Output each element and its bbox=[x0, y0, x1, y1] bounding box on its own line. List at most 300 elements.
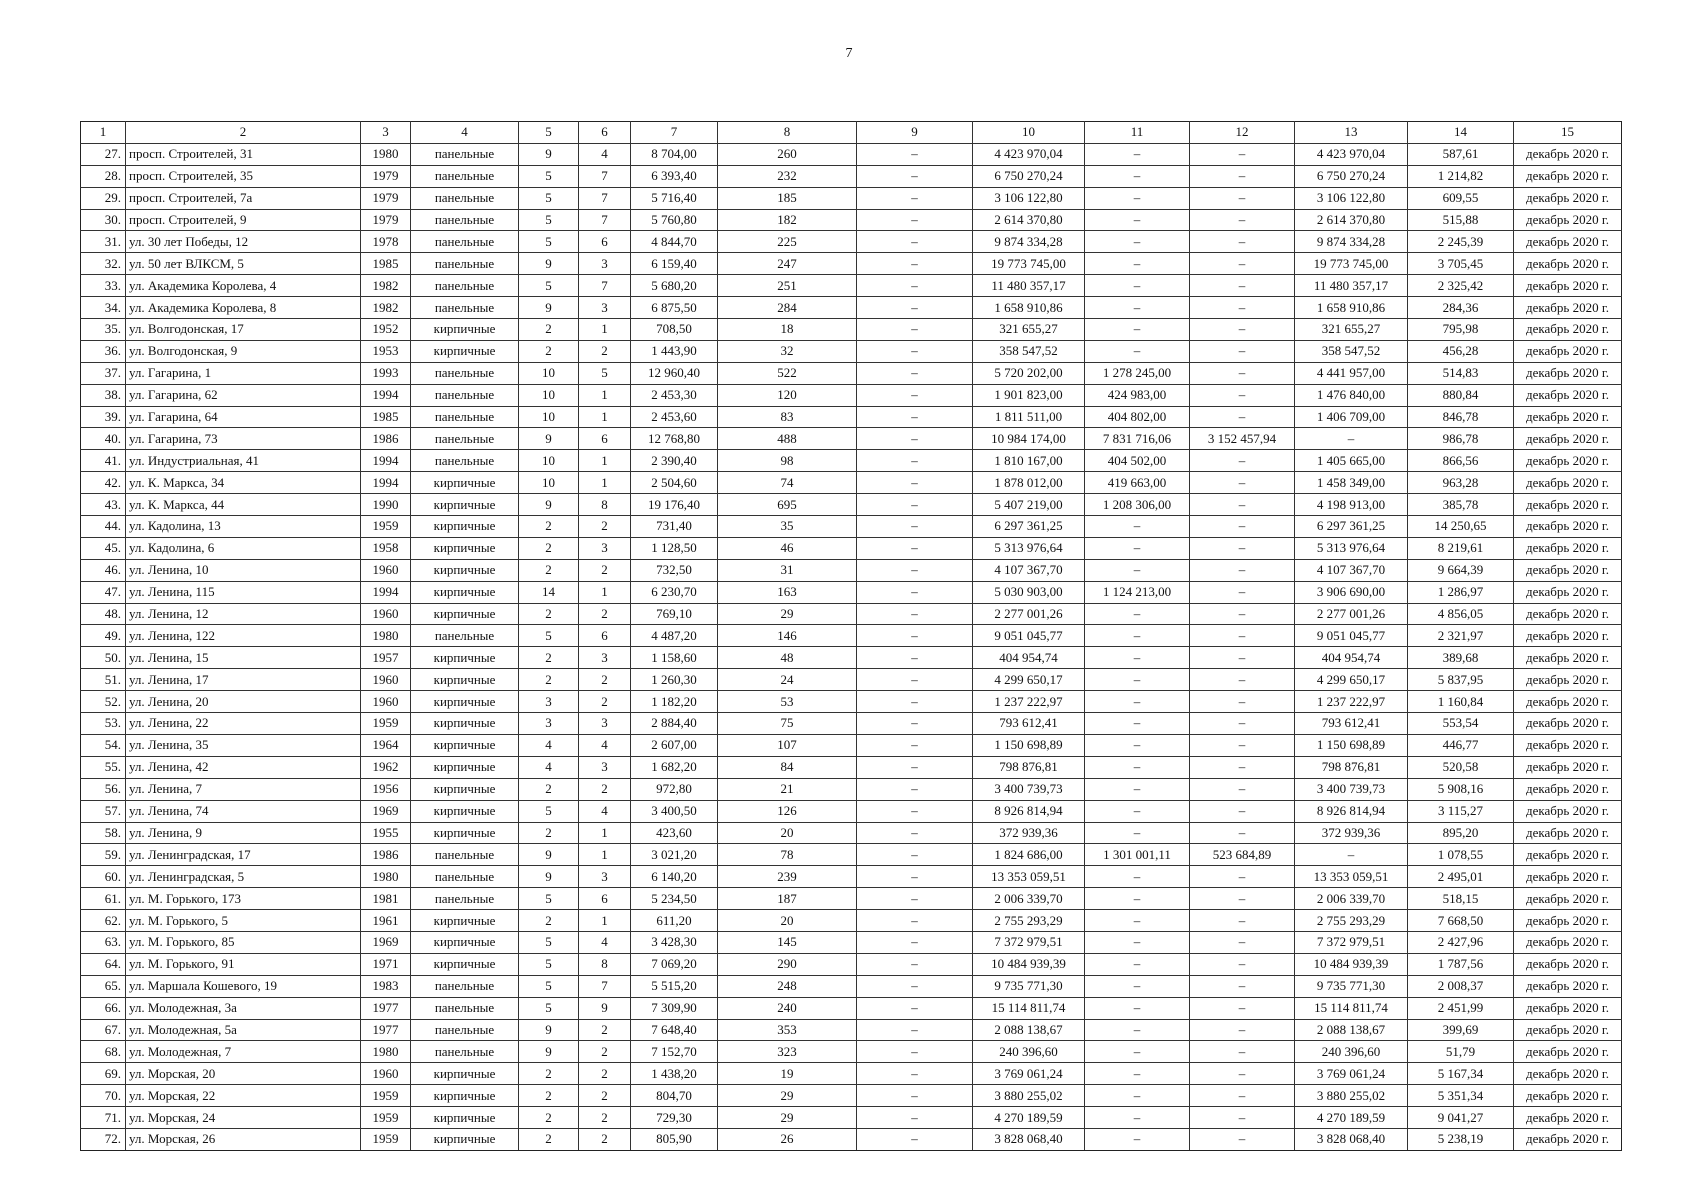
table-cell: – bbox=[857, 494, 973, 516]
table-cell: 793 612,41 bbox=[973, 713, 1085, 735]
table-cell: 9 bbox=[519, 253, 579, 275]
table-cell: 58. bbox=[81, 822, 126, 844]
table-row bbox=[81, 756, 1622, 778]
table-cell: 1 260,30 bbox=[631, 669, 718, 691]
table-cell: ул. Ленина, 17 bbox=[126, 669, 361, 691]
table-cell: ул. Морская, 26 bbox=[126, 1128, 361, 1150]
table-cell: 2 bbox=[579, 1107, 631, 1129]
table-cell: – bbox=[857, 1063, 973, 1085]
table-cell: – bbox=[1190, 822, 1295, 844]
table-cell: 1953 bbox=[361, 340, 411, 362]
table-cell: 372 939,36 bbox=[1295, 822, 1408, 844]
table-cell: кирпичные bbox=[411, 822, 519, 844]
table-cell: 732,50 bbox=[631, 559, 718, 581]
table-cell: 1952 bbox=[361, 319, 411, 341]
table-cell: 5 908,16 bbox=[1408, 778, 1514, 800]
table-cell: 4 270 189,59 bbox=[1295, 1107, 1408, 1129]
table-cell: 2 bbox=[519, 319, 579, 341]
table-cell: 48. bbox=[81, 603, 126, 625]
table-row bbox=[81, 931, 1622, 953]
table-cell: 8 926 814,94 bbox=[973, 800, 1085, 822]
table-cell: кирпичные bbox=[411, 319, 519, 341]
table-cell: 1960 bbox=[361, 603, 411, 625]
table-cell: 2 bbox=[519, 1063, 579, 1085]
table-cell: – bbox=[1190, 888, 1295, 910]
table-cell: панельные bbox=[411, 209, 519, 231]
table-cell: декабрь 2020 г. bbox=[1514, 1041, 1622, 1063]
table-cell: 1980 bbox=[361, 866, 411, 888]
table-cell: 2 427,96 bbox=[1408, 931, 1514, 953]
table-cell: 31 bbox=[718, 559, 857, 581]
table-cell: 1959 bbox=[361, 1128, 411, 1150]
table-cell: 3 115,27 bbox=[1408, 800, 1514, 822]
table-cell: – bbox=[857, 581, 973, 603]
table-cell: 290 bbox=[718, 953, 857, 975]
table-cell: – bbox=[1085, 1063, 1190, 1085]
table-cell: 1960 bbox=[361, 1063, 411, 1085]
table-cell: 284 bbox=[718, 297, 857, 319]
table-cell: 805,90 bbox=[631, 1128, 718, 1150]
table-cell: 1 810 167,00 bbox=[973, 450, 1085, 472]
table-cell: – bbox=[1085, 275, 1190, 297]
table-row bbox=[81, 537, 1622, 559]
table-cell: 1 476 840,00 bbox=[1295, 384, 1408, 406]
table-cell: 866,56 bbox=[1408, 450, 1514, 472]
table-cell: 30. bbox=[81, 209, 126, 231]
table-cell: – bbox=[1085, 209, 1190, 231]
table-cell: декабрь 2020 г. bbox=[1514, 340, 1622, 362]
table-cell: 11 480 357,17 bbox=[1295, 275, 1408, 297]
table-row bbox=[81, 340, 1622, 362]
table-cell: – bbox=[857, 559, 973, 581]
table-cell: 7 309,90 bbox=[631, 997, 718, 1019]
table-row bbox=[81, 800, 1622, 822]
table-cell: 1 237 222,97 bbox=[1295, 691, 1408, 713]
table-cell: панельные bbox=[411, 1019, 519, 1041]
table-cell: декабрь 2020 г. bbox=[1514, 494, 1622, 516]
table-cell: 9 735 771,30 bbox=[1295, 975, 1408, 997]
table-cell: – bbox=[857, 931, 973, 953]
table-cell: 5 407 219,00 bbox=[973, 494, 1085, 516]
table-cell: декабрь 2020 г. bbox=[1514, 1063, 1622, 1085]
table-cell: – bbox=[1085, 187, 1190, 209]
table-cell: 14 bbox=[519, 581, 579, 603]
table-cell: 56. bbox=[81, 778, 126, 800]
table-cell: декабрь 2020 г. bbox=[1514, 428, 1622, 450]
table-cell: 1981 bbox=[361, 888, 411, 910]
table-row bbox=[81, 581, 1622, 603]
table-cell: 2 884,40 bbox=[631, 713, 718, 735]
table-cell: 515,88 bbox=[1408, 209, 1514, 231]
table-cell: просп. Строителей, 35 bbox=[126, 165, 361, 187]
table-cell: 225 bbox=[718, 231, 857, 253]
table-row bbox=[81, 975, 1622, 997]
table-cell: декабрь 2020 г. bbox=[1514, 844, 1622, 866]
table-row bbox=[81, 143, 1622, 165]
table-cell: 3 906 690,00 bbox=[1295, 581, 1408, 603]
table-row bbox=[81, 253, 1622, 275]
table-cell: 1959 bbox=[361, 516, 411, 538]
table-cell: 55. bbox=[81, 756, 126, 778]
table-cell: декабрь 2020 г. bbox=[1514, 275, 1622, 297]
table-cell: ул. Академика Королева, 4 bbox=[126, 275, 361, 297]
table-cell: – bbox=[857, 319, 973, 341]
table-cell: – bbox=[857, 362, 973, 384]
table-cell: 10 484 939,39 bbox=[973, 953, 1085, 975]
table-cell: 7 152,70 bbox=[631, 1041, 718, 1063]
table-cell: ул. Гагарина, 64 bbox=[126, 406, 361, 428]
table-cell: 3 bbox=[579, 537, 631, 559]
table-cell: 1982 bbox=[361, 297, 411, 319]
table-cell: 2 bbox=[579, 1041, 631, 1063]
table-cell: 1969 bbox=[361, 800, 411, 822]
table-cell: 5 313 976,64 bbox=[973, 537, 1085, 559]
table-cell: 358 547,52 bbox=[1295, 340, 1408, 362]
table-body bbox=[81, 143, 1622, 1150]
table-cell: 10 bbox=[519, 362, 579, 384]
table-cell: 3 769 061,24 bbox=[973, 1063, 1085, 1085]
table-cell: 2 bbox=[519, 647, 579, 669]
table-cell: 2 755 293,29 bbox=[1295, 910, 1408, 932]
column-header: 4 bbox=[411, 122, 519, 144]
table-cell: 32 bbox=[718, 340, 857, 362]
table-cell: 1 124 213,00 bbox=[1085, 581, 1190, 603]
table-cell: декабрь 2020 г. bbox=[1514, 253, 1622, 275]
table-cell: 1 214,82 bbox=[1408, 165, 1514, 187]
table-cell: декабрь 2020 г. bbox=[1514, 581, 1622, 603]
table-cell: 1993 bbox=[361, 362, 411, 384]
table-cell: 3 400 739,73 bbox=[1295, 778, 1408, 800]
table-cell: 19 773 745,00 bbox=[973, 253, 1085, 275]
table-cell: ул. 50 лет ВЛКСМ, 5 bbox=[126, 253, 361, 275]
table-cell: 795,98 bbox=[1408, 319, 1514, 341]
table-cell: – bbox=[857, 516, 973, 538]
table-cell: кирпичные bbox=[411, 734, 519, 756]
table-cell: 61. bbox=[81, 888, 126, 910]
table-cell: панельные bbox=[411, 428, 519, 450]
table-cell: – bbox=[1085, 165, 1190, 187]
table-cell: 240 396,60 bbox=[1295, 1041, 1408, 1063]
table-cell: 4 bbox=[579, 734, 631, 756]
table-cell: 5 bbox=[519, 165, 579, 187]
table-cell: 9 051 045,77 bbox=[973, 625, 1085, 647]
table-cell: – bbox=[1190, 997, 1295, 1019]
table-cell: 804,70 bbox=[631, 1085, 718, 1107]
table-cell: – bbox=[1085, 319, 1190, 341]
table-cell: 40. bbox=[81, 428, 126, 450]
table-cell: ул. М. Горького, 173 bbox=[126, 888, 361, 910]
table-cell: декабрь 2020 г. bbox=[1514, 1085, 1622, 1107]
table-cell: – bbox=[857, 537, 973, 559]
table-cell: 1 438,20 bbox=[631, 1063, 718, 1085]
table-cell: 52. bbox=[81, 691, 126, 713]
table-cell: 4 107 367,70 bbox=[973, 559, 1085, 581]
table-cell: – bbox=[1190, 713, 1295, 735]
table-cell: 19 176,40 bbox=[631, 494, 718, 516]
table-cell: – bbox=[857, 1107, 973, 1129]
table-cell: декабрь 2020 г. bbox=[1514, 384, 1622, 406]
table-row bbox=[81, 494, 1622, 516]
table-cell: декабрь 2020 г. bbox=[1514, 975, 1622, 997]
table-cell: 2 390,40 bbox=[631, 450, 718, 472]
table-cell: 145 bbox=[718, 931, 857, 953]
table-cell: декабрь 2020 г. bbox=[1514, 559, 1622, 581]
table-cell: 247 bbox=[718, 253, 857, 275]
table-cell: просп. Строителей, 9 bbox=[126, 209, 361, 231]
table-cell: 107 bbox=[718, 734, 857, 756]
table-row bbox=[81, 1041, 1622, 1063]
table-cell: 3 428,30 bbox=[631, 931, 718, 953]
table-cell: 769,10 bbox=[631, 603, 718, 625]
table-cell: ул. Ленинградская, 17 bbox=[126, 844, 361, 866]
table-cell: 1 658 910,86 bbox=[973, 297, 1085, 319]
table-row bbox=[81, 888, 1622, 910]
table-cell: 5 716,40 bbox=[631, 187, 718, 209]
table-cell: – bbox=[1085, 734, 1190, 756]
table-cell: 2 bbox=[579, 691, 631, 713]
table-cell: – bbox=[1190, 1063, 1295, 1085]
table-cell: 1 bbox=[579, 319, 631, 341]
table-row bbox=[81, 1019, 1622, 1041]
table-cell: ул. Ленинградская, 5 bbox=[126, 866, 361, 888]
table-cell: 5 837,95 bbox=[1408, 669, 1514, 691]
table-cell: – bbox=[1295, 428, 1408, 450]
table-cell: 2 321,97 bbox=[1408, 625, 1514, 647]
table-cell: панельные bbox=[411, 1041, 519, 1063]
table-cell: – bbox=[857, 778, 973, 800]
table-cell: 1979 bbox=[361, 165, 411, 187]
table-cell: 7 372 979,51 bbox=[973, 931, 1085, 953]
table-cell: 10 984 174,00 bbox=[973, 428, 1085, 450]
table-row bbox=[81, 625, 1622, 647]
table-cell: 34. bbox=[81, 297, 126, 319]
table-cell: – bbox=[1085, 143, 1190, 165]
table-cell: 6 297 361,25 bbox=[1295, 516, 1408, 538]
table-cell: – bbox=[1085, 1019, 1190, 1041]
table-cell: 1980 bbox=[361, 1041, 411, 1063]
table-cell: 2 bbox=[519, 559, 579, 581]
table-cell: 8 926 814,94 bbox=[1295, 800, 1408, 822]
table-cell: – bbox=[1085, 231, 1190, 253]
table-cell: 9 bbox=[519, 143, 579, 165]
table-cell: 1 658 910,86 bbox=[1295, 297, 1408, 319]
table-cell: – bbox=[857, 647, 973, 669]
table-cell: 2 245,39 bbox=[1408, 231, 1514, 253]
table-cell: – bbox=[857, 669, 973, 691]
table-cell: 1 787,56 bbox=[1408, 953, 1514, 975]
table-cell: 6 750 270,24 bbox=[1295, 165, 1408, 187]
table-cell: 2 bbox=[579, 1063, 631, 1085]
table-row bbox=[81, 778, 1622, 800]
table-cell: – bbox=[1190, 516, 1295, 538]
table-cell: 2 453,30 bbox=[631, 384, 718, 406]
table-row bbox=[81, 669, 1622, 691]
table-cell: кирпичные bbox=[411, 669, 519, 691]
table-cell: 3 152 457,94 bbox=[1190, 428, 1295, 450]
table-cell: кирпичные bbox=[411, 756, 519, 778]
table-cell: 2 bbox=[579, 669, 631, 691]
table-cell: 72. bbox=[81, 1128, 126, 1150]
table-cell: 2 bbox=[519, 1107, 579, 1129]
table-cell: 2 bbox=[519, 778, 579, 800]
column-header: 3 bbox=[361, 122, 411, 144]
column-header: 8 bbox=[718, 122, 857, 144]
table-cell: 5 515,20 bbox=[631, 975, 718, 997]
table-cell: 1 878 012,00 bbox=[973, 472, 1085, 494]
table-cell: ул. Ленина, 115 bbox=[126, 581, 361, 603]
table-cell: 2 bbox=[579, 1019, 631, 1041]
table-cell: кирпичные bbox=[411, 691, 519, 713]
table-cell: 2 006 339,70 bbox=[1295, 888, 1408, 910]
table-cell: 404 954,74 bbox=[973, 647, 1085, 669]
column-header: 5 bbox=[519, 122, 579, 144]
table-cell: декабрь 2020 г. bbox=[1514, 691, 1622, 713]
table-cell: кирпичные bbox=[411, 1085, 519, 1107]
table-cell: 986,78 bbox=[1408, 428, 1514, 450]
table-cell: 69. bbox=[81, 1063, 126, 1085]
table-cell: ул. М. Горького, 91 bbox=[126, 953, 361, 975]
table-row bbox=[81, 997, 1622, 1019]
table-cell: 19 bbox=[718, 1063, 857, 1085]
table-cell: 36. bbox=[81, 340, 126, 362]
table-cell: ул. Маршала Кошевого, 19 bbox=[126, 975, 361, 997]
table-cell: просп. Строителей, 7а bbox=[126, 187, 361, 209]
table-cell: 358 547,52 bbox=[973, 340, 1085, 362]
table-cell: – bbox=[857, 1128, 973, 1150]
table-cell: 187 bbox=[718, 888, 857, 910]
table-cell: кирпичные bbox=[411, 931, 519, 953]
table-cell: 5 680,20 bbox=[631, 275, 718, 297]
table-cell: 33. bbox=[81, 275, 126, 297]
table-cell: 2 bbox=[579, 516, 631, 538]
table-cell: 1 301 001,11 bbox=[1085, 844, 1190, 866]
table-cell: – bbox=[1085, 1041, 1190, 1063]
table-cell: – bbox=[1085, 1128, 1190, 1150]
table-row bbox=[81, 559, 1622, 581]
table-cell: кирпичные bbox=[411, 647, 519, 669]
table-row bbox=[81, 297, 1622, 319]
table-cell: 83 bbox=[718, 406, 857, 428]
table-cell: 240 bbox=[718, 997, 857, 1019]
table-cell: 3 bbox=[579, 713, 631, 735]
table-cell: 2 277 001,26 bbox=[1295, 603, 1408, 625]
table-cell: 2 bbox=[579, 778, 631, 800]
table-cell: 1 824 686,00 bbox=[973, 844, 1085, 866]
table-cell: – bbox=[1085, 756, 1190, 778]
table-cell: 5 bbox=[519, 888, 579, 910]
table-row bbox=[81, 1107, 1622, 1129]
table-cell: – bbox=[857, 953, 973, 975]
table-cell: кирпичные bbox=[411, 1128, 519, 1150]
table-cell: 146 bbox=[718, 625, 857, 647]
table-cell: 6 875,50 bbox=[631, 297, 718, 319]
table-row bbox=[81, 209, 1622, 231]
table-cell: – bbox=[1190, 231, 1295, 253]
table-cell: ул. Молодежная, 5а bbox=[126, 1019, 361, 1041]
table-cell: 51,79 bbox=[1408, 1041, 1514, 1063]
table-cell: 48 bbox=[718, 647, 857, 669]
table-cell: декабрь 2020 г. bbox=[1514, 450, 1622, 472]
table-cell: 9 bbox=[519, 1019, 579, 1041]
table-cell: 3 106 122,80 bbox=[973, 187, 1085, 209]
table-cell: – bbox=[1190, 165, 1295, 187]
table-cell: панельные bbox=[411, 231, 519, 253]
table-cell: 3 106 122,80 bbox=[1295, 187, 1408, 209]
table-cell: 3 880 255,02 bbox=[973, 1085, 1085, 1107]
table-cell: 2 bbox=[579, 559, 631, 581]
table-cell: 3 705,45 bbox=[1408, 253, 1514, 275]
table-cell: – bbox=[857, 866, 973, 888]
table-cell: 1 bbox=[579, 472, 631, 494]
table-cell: – bbox=[1190, 1107, 1295, 1129]
table-cell: 1 278 245,00 bbox=[1085, 362, 1190, 384]
table-cell: – bbox=[857, 997, 973, 1019]
table-cell: 53 bbox=[718, 691, 857, 713]
table-cell: 1985 bbox=[361, 406, 411, 428]
table-cell: – bbox=[1085, 625, 1190, 647]
table-cell: 11 480 357,17 bbox=[973, 275, 1085, 297]
table-cell: 1986 bbox=[361, 428, 411, 450]
table-cell: – bbox=[1190, 647, 1295, 669]
table-cell: 7 069,20 bbox=[631, 953, 718, 975]
table-cell: – bbox=[1190, 975, 1295, 997]
table-cell: – bbox=[1085, 822, 1190, 844]
table-cell: 6 140,20 bbox=[631, 866, 718, 888]
table-cell: ул. Морская, 20 bbox=[126, 1063, 361, 1085]
table-cell: 84 bbox=[718, 756, 857, 778]
table-cell: 5 bbox=[519, 625, 579, 647]
table-cell: 239 bbox=[718, 866, 857, 888]
table-cell: – bbox=[1190, 340, 1295, 362]
table-cell: 1 811 511,00 bbox=[973, 406, 1085, 428]
table-cell: – bbox=[857, 253, 973, 275]
table-cell: 8 bbox=[579, 953, 631, 975]
table-cell: 1 208 306,00 bbox=[1085, 494, 1190, 516]
table-cell: 4 270 189,59 bbox=[973, 1107, 1085, 1129]
table-cell: 7 372 979,51 bbox=[1295, 931, 1408, 953]
table-cell: 1 406 709,00 bbox=[1295, 406, 1408, 428]
table-row bbox=[81, 231, 1622, 253]
table-cell: 1 078,55 bbox=[1408, 844, 1514, 866]
table-cell: 32. bbox=[81, 253, 126, 275]
table-row bbox=[81, 275, 1622, 297]
table-cell: 963,28 bbox=[1408, 472, 1514, 494]
table-cell: декабрь 2020 г. bbox=[1514, 713, 1622, 735]
table-cell: 1958 bbox=[361, 537, 411, 559]
column-header: 13 bbox=[1295, 122, 1408, 144]
table-cell: – bbox=[1085, 910, 1190, 932]
table-cell: 75 bbox=[718, 713, 857, 735]
table-cell: 7 bbox=[579, 975, 631, 997]
table-cell: декабрь 2020 г. bbox=[1514, 625, 1622, 647]
table-cell: ул. Ленина, 10 bbox=[126, 559, 361, 581]
table-cell: 9 bbox=[519, 494, 579, 516]
table-cell: 41. bbox=[81, 450, 126, 472]
table-cell: – bbox=[857, 165, 973, 187]
table-cell: ул. Ленина, 20 bbox=[126, 691, 361, 713]
table-cell: 587,61 bbox=[1408, 143, 1514, 165]
table-cell: кирпичные bbox=[411, 603, 519, 625]
table-row bbox=[81, 866, 1622, 888]
table-cell: 5 bbox=[519, 997, 579, 1019]
table-cell: – bbox=[1085, 647, 1190, 669]
table-cell: – bbox=[1085, 1107, 1190, 1129]
table-cell: кирпичные bbox=[411, 537, 519, 559]
table-cell: 1994 bbox=[361, 472, 411, 494]
table-cell: 5 bbox=[519, 209, 579, 231]
table-cell: 4 bbox=[519, 734, 579, 756]
table-cell: 2 bbox=[579, 340, 631, 362]
